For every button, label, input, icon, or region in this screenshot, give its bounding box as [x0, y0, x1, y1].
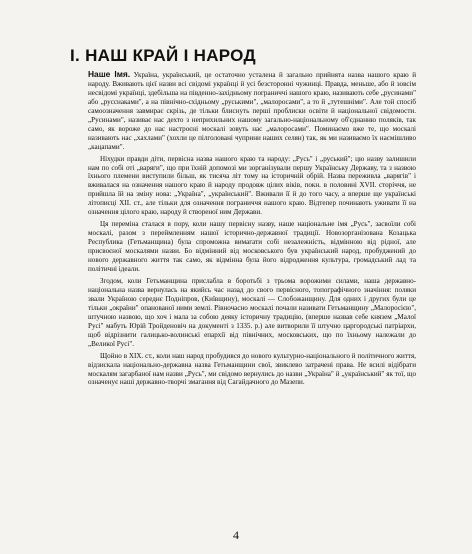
body-text [88, 70, 416, 390]
paragraph-1 [88, 70, 416, 152]
chapter-title: I. НАШ КРАЙ І НАРОД [70, 46, 256, 65]
page-number: 4 [233, 528, 239, 542]
paragraph-1-text: Україна, український, це остаточно усталена й загально прийнята назва нашого краю й народу. Вживають цієї назви всі свідомі українці й усі безсторонні чужинці. Правда, меньше, або й зовсім несвідомі українці, здебільша на південно-західньому пограниччі нашого краю, називають себе „русинами" або „русснаками", а на північно-східньому „руськими", „малоросами", а то й „тутешніми". Але той спосіб самоозначення завмирає скрізь, де тільки блиснуть перші проблиски освіти й національної свідомости. „Русинами", називає нас дехто з неприхильних нашому загально-національному об'єднанню поляків, так само, як вороже до нас настроєні москалі зовуть нас „малоросами". Поминаємо вже те, що москалі називають нас „хахлами" (хохли це пілголовані чуприни наших селян) так, як ми називаємо їх насмішливо „кацапами". [88, 71, 416, 151]
paragraph-2: Ніхудки правди діти, первісна назва нашого краю та народу: „Русь" і „руський"; цю назву залишили нам по собі оті „варяги", що при їхній допомозі ми зорганізували першу Українську Державу, та з назвою їхнього племени виступили більш, як тисяча літ тому на історичній обрій. Назва переживла „варягів" і вживалася на означення нашого краю й народу продовж цілих віків, покн. в половині XVII. сторіччя, не прийшла їй на зміну нова: „Україна", „український". Вживали її й до того часу, а вперше ще українські літописці XII. ст., але тільки для означення пограниччя нашого краю. Відтепер починають уживати її на означення цілого краю, народу й створеної ним Держави. [88, 154, 416, 217]
paragraph-4: Згодом, коли Гетьманщина прислабла в боротьбі з трьома ворожими силами, наша державно-національна назва вернулась на якийсь час назад до свого первісного, топографічного значіння: поляки звали Україною середнє Подніпров, (Київщину), москалі — Слобожанщину. Для одних і других були це тільки „окраїни" опанованої ними землі. Рівночасно москалі почали називати Гетьманщину „Малоросією", штучною назвою, що хоч і мала за собою деяку історичну традицію, (вперше назвав себе князем „Малої Русі" мабуть Юрій Тройденовіч на документі з 1335. р.) але витворили її штучно царгородські патріархи, щоб відрізнити галицько-волинські епархії від північних, московських, що по їхньому належали до „Великої Русі". [88, 276, 416, 348]
section-label: Наше Імя. [88, 69, 131, 79]
paragraph-5: Щойно в XIX. ст., коли наш народ пробудився до нового культурно-національного й політичного життя, відзискала національно-державна назва Гетьманщини свої, звиклево затрачені права. Не всилі відібрати москалям загарбаної нам назви „Русь", ми свідомо вернулись до назви „Україна" й „український" як тої, що означенує наші державно-творчі змагання від Сагайдачного до Мазепи. [88, 351, 416, 387]
paragraph-3: Ця переміна сталася в пору, коли нашу первісну назву, наше національне імя „Русь", засвоїли собі москалі, разом з переймленням нашої історично-державної традиції. Новозорганізована Козацька Республика (Гетьманщина) була спроможна вимагати собі незалежність, відмінною від рідної, але присвоєної москалями назви. Бо відмінний від московського був український народ, пробуджений до нового державного життя так само, як відмінна була його відродження культура, громадський лад та політичні ідеали. [88, 220, 416, 274]
